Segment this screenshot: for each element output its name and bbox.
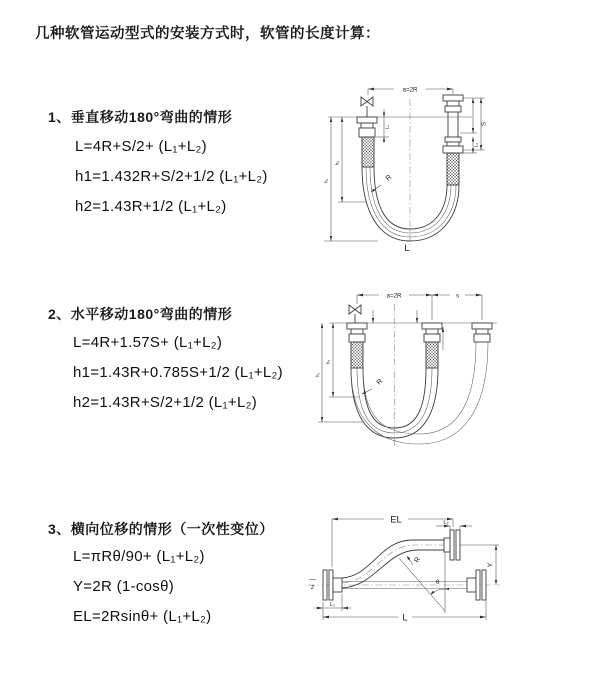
dim-label-l: L bbox=[402, 612, 408, 624]
section-3-heading: 3、横向位移的情形（一次性变位） bbox=[48, 521, 274, 537]
hose-s-curve bbox=[342, 540, 444, 588]
flange-left bbox=[347, 323, 367, 368]
dim-label-h2: h₂ bbox=[326, 359, 332, 365]
flange-left bbox=[357, 117, 377, 167]
valve-icon bbox=[361, 97, 373, 117]
radius-label: R bbox=[384, 173, 394, 183]
section-2-heading: 2、水平移动180°弯曲的情形 bbox=[48, 306, 233, 322]
diagram-horizontal-180-bend bbox=[315, 280, 595, 450]
flange-left bbox=[323, 570, 342, 600]
dimension-l2 bbox=[436, 520, 472, 530]
dim-label-l1: L₁ bbox=[385, 124, 391, 130]
diagram-vertical-180-bend bbox=[320, 75, 590, 255]
radius-label: R bbox=[375, 377, 385, 387]
axis-datum-mark: z bbox=[310, 584, 315, 591]
page-title: 几种软管运动型式的安装方式时，软管的长度计算： bbox=[35, 26, 380, 42]
formula-line: L=4R+S/2+ (L₁+L₂) bbox=[75, 138, 207, 155]
angle-label: θ bbox=[436, 579, 440, 586]
formula-line: h2=1.43R+1/2 (L₁+L₂) bbox=[75, 198, 227, 215]
dim-label-l2: L₂ bbox=[443, 520, 449, 526]
valve-icon bbox=[349, 305, 361, 323]
length-label: L bbox=[404, 243, 410, 254]
formula-line: h1=1.43R+0.785S+1/2 (L₁+L₂) bbox=[73, 364, 283, 381]
dim-label-h2: h₂ bbox=[335, 160, 341, 166]
flange-right bbox=[472, 323, 492, 342]
dim-label-el: EL bbox=[390, 514, 402, 526]
dimension-l1 bbox=[376, 109, 391, 143]
dim-label-a2r: a=2R bbox=[386, 292, 402, 300]
hose-curves bbox=[362, 167, 459, 241]
hose-curves bbox=[351, 342, 488, 444]
dim-label-s: s bbox=[455, 292, 460, 300]
dimension-l bbox=[323, 601, 486, 624]
dimension-a2r bbox=[368, 86, 453, 95]
formula-line: h2=1.43R+S/2+1/2 (L₁+L₂) bbox=[73, 394, 258, 411]
radius-label: R bbox=[413, 556, 423, 564]
formula-line: L=πRθ/90+ (L₁+L₂) bbox=[73, 548, 205, 565]
dim-label-l1: L₁ bbox=[330, 602, 335, 608]
dim-label-s: S bbox=[480, 121, 488, 127]
angle-construction bbox=[399, 552, 449, 613]
flange-right-displaced bbox=[444, 530, 460, 560]
dimension-a2r-and-s bbox=[357, 292, 482, 320]
formula-line: Y=2R (1-cosθ) bbox=[73, 578, 175, 595]
dim-label-h1: h₁ bbox=[324, 178, 330, 184]
formula-line: L=4R+1.57S+ (L₁+L₂) bbox=[73, 334, 223, 351]
radius-callout bbox=[407, 556, 422, 565]
dim-label-h1: h₁ bbox=[316, 372, 321, 378]
formula-line: h1=1.432R+S/2+1/2 (L₁+L₂) bbox=[75, 168, 268, 185]
dim-label-a2r: a=2R bbox=[402, 86, 418, 94]
flange-right bbox=[443, 95, 463, 185]
dim-label-l2: L₂ bbox=[474, 142, 480, 148]
dimension-s bbox=[460, 98, 488, 153]
diagram-lateral-displacement bbox=[300, 505, 600, 645]
section-1-heading: 1、垂直移动180°弯曲的情形 bbox=[48, 109, 233, 125]
dim-label-y: Y bbox=[487, 562, 495, 568]
formula-line: EL=2Rsinθ+ (L₁+L₂) bbox=[73, 608, 212, 625]
flange-middle bbox=[422, 323, 442, 368]
radius-callout bbox=[362, 378, 384, 394]
